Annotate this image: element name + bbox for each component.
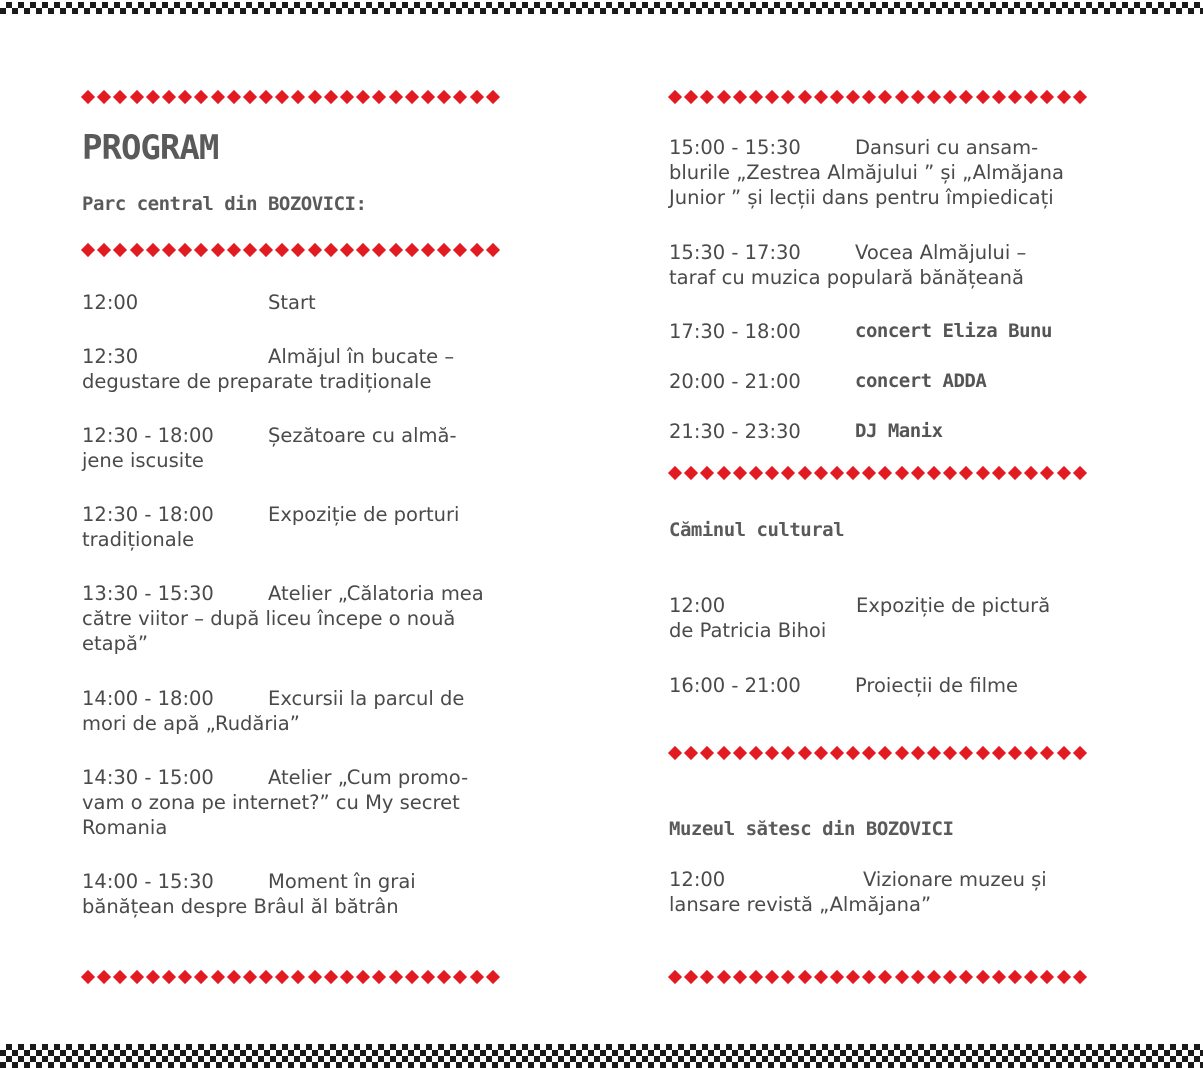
diamond-mark (975, 466, 989, 480)
diamond-mark (1073, 90, 1087, 104)
diamond-mark (911, 90, 925, 104)
entry-time: 15:00 - 15:30 (669, 136, 801, 159)
diamond-mark (486, 243, 500, 257)
diamond-mark (684, 90, 698, 104)
diamond-mark (340, 243, 354, 257)
diamond-mark (1040, 970, 1054, 984)
diamond-mark (1024, 466, 1038, 480)
entry-activity: Excursii la parcul de (268, 687, 465, 710)
diamond-mark (992, 466, 1006, 480)
diamond-mark (1073, 970, 1087, 984)
entry-activity-cont: bănățean despre Brâul ăl bătrân (82, 895, 399, 918)
diamond-mark (1073, 746, 1087, 760)
entry-activity: Dansuri cu ansam- (855, 136, 1039, 159)
diamond-mark (113, 970, 127, 984)
entry-activity-cont: de Patricia Bihoi (669, 619, 827, 642)
diamond-mark (830, 466, 844, 480)
diamond-mark (749, 746, 763, 760)
diamond-mark (162, 243, 176, 257)
diamond-mark (716, 970, 730, 984)
diamond-mark (486, 970, 500, 984)
diamond-mark (194, 243, 208, 257)
diamond-mark (975, 970, 989, 984)
entry-activity: Vizionare muzeu și (863, 868, 1047, 891)
entry-activity: Atelier „Cum promo- (268, 766, 469, 789)
entry-time: 14:00 - 15:30 (82, 870, 214, 893)
diamond-mark (927, 970, 941, 984)
entry-activity-cont: taraf cu muzica populară bănățeană (669, 266, 1024, 289)
diamond-mark (486, 90, 500, 104)
diamond-mark (959, 466, 973, 480)
diamond-mark (684, 746, 698, 760)
entry-activity: Proiecții de filme (855, 674, 1019, 697)
diamond-mark (1024, 746, 1038, 760)
diamond-mark (749, 466, 763, 480)
schedule-entry (82, 423, 457, 473)
diamond-mark (814, 970, 828, 984)
entry-activity-cont: lansare revistă „Almăjana” (669, 893, 932, 916)
schedule-entry (669, 419, 943, 444)
diamond-mark (421, 970, 435, 984)
schedule-entry (82, 290, 316, 315)
diamond-mark (846, 466, 860, 480)
diamond-mark (97, 90, 111, 104)
diamond-mark (668, 746, 682, 760)
diamond-mark (797, 970, 811, 984)
diamond-mark (340, 970, 354, 984)
diamond-mark (700, 466, 714, 480)
diamond-mark (749, 90, 763, 104)
diamond-mark (749, 970, 763, 984)
diamond-mark (733, 466, 747, 480)
diamond-mark (684, 466, 698, 480)
diamond-mark (372, 90, 386, 104)
diamond-mark (668, 970, 682, 984)
diamond-mark (781, 970, 795, 984)
diamond-mark (700, 90, 714, 104)
schedule-entry (82, 581, 484, 656)
diamond-mark (1056, 90, 1070, 104)
entry-activity: Almăjul în bucate – (268, 345, 455, 368)
diamond-mark (324, 970, 338, 984)
diamond-mark (992, 970, 1006, 984)
diamond-mark (453, 90, 467, 104)
entry-activity: Moment în grai (268, 870, 416, 893)
entry-time: 12:00 (669, 868, 726, 891)
diamond-mark (259, 243, 273, 257)
entry-time: 16:00 - 21:00 (669, 674, 801, 697)
diamond-mark (275, 90, 289, 104)
diamond-mark (814, 90, 828, 104)
diamond-mark (716, 466, 730, 480)
diamond-mark (113, 90, 127, 104)
diamond-mark (1024, 970, 1038, 984)
schedule-entry (82, 344, 455, 394)
diamond-mark (275, 243, 289, 257)
diamond-mark (1040, 746, 1054, 760)
diamond-mark (797, 746, 811, 760)
diamond-mark (178, 90, 192, 104)
diamond-mark (210, 970, 224, 984)
diamond-mark (862, 466, 876, 480)
diamond-mark (210, 90, 224, 104)
diamond-divider (83, 242, 504, 258)
entry-activity: Vocea Almăjului – (855, 241, 1027, 264)
diamond-mark (162, 90, 176, 104)
diamond-mark (227, 970, 241, 984)
diamond-mark (291, 243, 305, 257)
diamond-mark (765, 970, 779, 984)
checker-border-bottom (0, 1044, 1203, 1068)
diamond-mark (878, 746, 892, 760)
diamond-mark (862, 746, 876, 760)
diamond-divider (670, 89, 1091, 105)
entry-activity: concert Eliza Bunu (855, 320, 1052, 342)
diamond-mark (97, 970, 111, 984)
diamond-divider (670, 969, 1091, 985)
entry-time: 20:00 - 21:00 (669, 370, 801, 393)
diamond-mark (975, 90, 989, 104)
diamond-mark (716, 90, 730, 104)
diamond-mark (781, 746, 795, 760)
diamond-mark (1008, 466, 1022, 480)
diamond-mark (356, 243, 370, 257)
diamond-mark (684, 970, 698, 984)
diamond-mark (878, 466, 892, 480)
diamond-mark (81, 970, 95, 984)
diamond-mark (1040, 466, 1054, 480)
entry-time: 12:00 (669, 594, 726, 617)
diamond-mark (1056, 970, 1070, 984)
diamond-mark (846, 970, 860, 984)
schedule-entry (669, 135, 1064, 210)
diamond-mark (405, 970, 419, 984)
schedule-entry (82, 686, 465, 736)
diamond-mark (372, 243, 386, 257)
diamond-mark (927, 746, 941, 760)
diamond-divider (83, 969, 504, 985)
schedule-entry (82, 765, 469, 840)
diamond-mark (421, 90, 435, 104)
diamond-mark (668, 90, 682, 104)
diamond-mark (1008, 90, 1022, 104)
diamond-mark (210, 243, 224, 257)
diamond-mark (81, 243, 95, 257)
schedule-entry (669, 319, 1052, 344)
diamond-mark (830, 970, 844, 984)
diamond-mark (227, 243, 241, 257)
entry-activity: concert ADDA (855, 370, 987, 392)
diamond-mark (959, 970, 973, 984)
entry-activity-cont: tradiționale (82, 528, 195, 551)
diamond-mark (700, 970, 714, 984)
diamond-mark (975, 746, 989, 760)
diamond-mark (1008, 746, 1022, 760)
diamond-mark (308, 243, 322, 257)
diamond-mark (797, 466, 811, 480)
diamond-mark (259, 90, 273, 104)
diamond-mark (291, 970, 305, 984)
diamond-mark (992, 90, 1006, 104)
diamond-mark (716, 746, 730, 760)
section-heading-parc: Parc central din BOZOVICI: (82, 193, 367, 215)
entry-time: 14:30 - 15:00 (82, 766, 214, 789)
diamond-mark (862, 970, 876, 984)
diamond-mark (437, 970, 451, 984)
diamond-mark (178, 243, 192, 257)
diamond-mark (895, 466, 909, 480)
diamond-mark (797, 90, 811, 104)
diamond-mark (291, 90, 305, 104)
entry-activity-cont: etapă” (82, 632, 149, 655)
diamond-mark (437, 243, 451, 257)
diamond-mark (781, 466, 795, 480)
diamond-mark (765, 746, 779, 760)
diamond-mark (846, 90, 860, 104)
diamond-mark (927, 466, 941, 480)
diamond-mark (97, 243, 111, 257)
diamond-mark (437, 90, 451, 104)
diamond-mark (927, 90, 941, 104)
diamond-mark (959, 90, 973, 104)
diamond-mark (356, 970, 370, 984)
diamond-mark (1024, 90, 1038, 104)
diamond-mark (733, 90, 747, 104)
diamond-mark (469, 90, 483, 104)
diamond-mark (81, 90, 95, 104)
diamond-mark (146, 90, 160, 104)
schedule-entry (669, 369, 987, 394)
diamond-mark (243, 90, 257, 104)
entry-activity-cont: către viitor – după liceu începe o nouă (82, 607, 456, 630)
diamond-mark (878, 970, 892, 984)
schedule-entry (669, 240, 1027, 290)
diamond-mark (1040, 90, 1054, 104)
entry-time: 12:30 (82, 345, 139, 368)
diamond-mark (830, 746, 844, 760)
checker-border-top (0, 2, 1203, 14)
diamond-divider (670, 745, 1091, 761)
diamond-mark (814, 466, 828, 480)
diamond-mark (781, 90, 795, 104)
diamond-mark (405, 243, 419, 257)
entry-activity-cont: vam o zona pe internet?” cu My secret (82, 791, 460, 814)
diamond-mark (162, 970, 176, 984)
diamond-mark (733, 970, 747, 984)
diamond-mark (878, 90, 892, 104)
diamond-mark (1056, 466, 1070, 480)
diamond-mark (895, 970, 909, 984)
diamond-mark (668, 466, 682, 480)
schedule-entry (669, 673, 1019, 698)
diamond-mark (356, 90, 370, 104)
diamond-mark (275, 970, 289, 984)
diamond-mark (146, 243, 160, 257)
diamond-mark (243, 243, 257, 257)
diamond-mark (194, 90, 208, 104)
entry-activity-cont: degustare de preparate tradiționale (82, 370, 432, 393)
diamond-mark (911, 970, 925, 984)
diamond-mark (469, 970, 483, 984)
entry-activity-cont: Junior ” și lecții dans pentru împiedicați (669, 186, 1054, 209)
diamond-mark (388, 970, 402, 984)
diamond-mark (814, 746, 828, 760)
entry-activity: Șezătoare cu almă- (268, 424, 457, 447)
entry-time: 13:30 - 15:30 (82, 582, 214, 605)
entry-time: 21:30 - 23:30 (669, 420, 801, 443)
diamond-divider (670, 465, 1091, 481)
diamond-mark (388, 90, 402, 104)
diamond-mark (129, 243, 143, 257)
diamond-mark (146, 970, 160, 984)
diamond-mark (405, 90, 419, 104)
diamond-mark (846, 746, 860, 760)
schedule-entry (669, 593, 1051, 643)
diamond-mark (1056, 746, 1070, 760)
schedule-entry (82, 502, 460, 552)
diamond-mark (895, 90, 909, 104)
diamond-mark (765, 90, 779, 104)
diamond-mark (453, 970, 467, 984)
diamond-mark (765, 466, 779, 480)
diamond-mark (388, 243, 402, 257)
entry-time: 14:00 - 18:00 (82, 687, 214, 710)
diamond-mark (992, 746, 1006, 760)
diamond-mark (943, 90, 957, 104)
diamond-mark (895, 746, 909, 760)
diamond-mark (1008, 970, 1022, 984)
diamond-mark (227, 90, 241, 104)
diamond-mark (178, 970, 192, 984)
diamond-mark (129, 970, 143, 984)
diamond-mark (324, 243, 338, 257)
schedule-entry (669, 867, 1047, 917)
diamond-mark (308, 90, 322, 104)
page-title: PROGRAM (82, 128, 219, 168)
section-heading-muzeu: Muzeul sătesc din BOZOVICI (669, 818, 954, 840)
diamond-mark (1073, 466, 1087, 480)
entry-activity-cont: blurile „Zestrea Almăjului ” și „Almăjana (669, 161, 1064, 184)
diamond-mark (830, 90, 844, 104)
diamond-mark (943, 970, 957, 984)
diamond-mark (113, 243, 127, 257)
entry-time: 12:30 - 18:00 (82, 424, 214, 447)
entry-activity: Expoziție de pictură (856, 594, 1051, 617)
diamond-mark (129, 90, 143, 104)
diamond-mark (340, 90, 354, 104)
entry-time: 12:00 (82, 291, 139, 314)
diamond-mark (324, 90, 338, 104)
diamond-mark (911, 746, 925, 760)
entry-time: 15:30 - 17:30 (669, 241, 801, 264)
entry-time: 17:30 - 18:00 (669, 320, 801, 343)
diamond-mark (243, 970, 257, 984)
diamond-mark (421, 243, 435, 257)
entry-activity: Start (268, 291, 316, 314)
diamond-mark (700, 746, 714, 760)
diamond-mark (259, 970, 273, 984)
diamond-mark (733, 746, 747, 760)
entry-activity: Atelier „Călatoria mea (268, 582, 484, 605)
entry-activity: DJ Manix (855, 420, 943, 442)
entry-time: 12:30 - 18:00 (82, 503, 214, 526)
diamond-mark (959, 746, 973, 760)
diamond-mark (372, 970, 386, 984)
diamond-mark (308, 970, 322, 984)
entry-activity-cont: jene iscusite (82, 449, 204, 472)
diamond-mark (911, 466, 925, 480)
entry-activity-cont: Romania (82, 816, 168, 839)
diamond-mark (469, 243, 483, 257)
diamond-mark (943, 746, 957, 760)
schedule-entry (82, 869, 416, 919)
diamond-mark (194, 970, 208, 984)
diamond-divider (83, 89, 504, 105)
diamond-mark (453, 243, 467, 257)
entry-activity-cont: mori de apă „Rudăria” (82, 712, 300, 735)
diamond-mark (943, 466, 957, 480)
section-heading-camin: Căminul cultural (669, 519, 845, 541)
diamond-mark (862, 90, 876, 104)
entry-activity: Expoziție de porturi (268, 503, 460, 526)
